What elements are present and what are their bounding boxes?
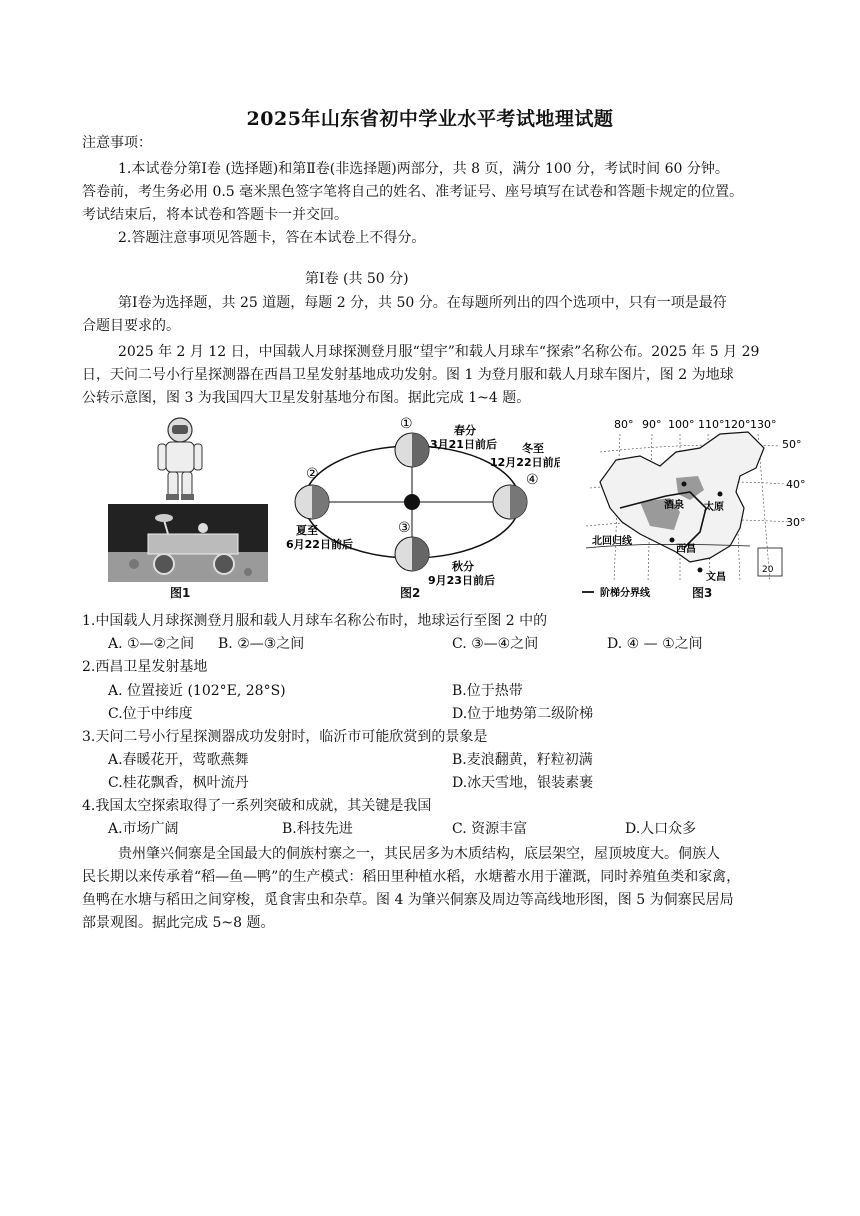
section-heading: 第Ⅰ卷 (共 50 分) — [305, 271, 409, 287]
china-launch-sites-map — [580, 412, 810, 602]
q3-option-b[interactable]: B.麦浪翻黄，籽粒初满 — [452, 752, 593, 768]
section-intro-2: 合题目要求的。 — [82, 318, 180, 334]
figure-3 — [580, 412, 810, 602]
q4-option-c[interactable]: C. 资源丰富 — [452, 821, 528, 837]
q1-option-c[interactable]: C. ③—④之间 — [452, 636, 539, 652]
figure-1 — [108, 412, 268, 602]
label-summer: 夏至 — [296, 524, 318, 537]
label-wenchang: 文昌 — [706, 572, 726, 583]
lat-40: 40° — [786, 478, 806, 491]
q4-option-a[interactable]: A.市场广阔 — [108, 821, 179, 837]
earth-winter — [493, 485, 527, 519]
q4-stem: 4.我国太空探索取得了一系列突破和成就，其关键是我国 — [82, 798, 432, 814]
lon-100: 100° — [668, 418, 695, 431]
q3-stem: 3.天问二号小行星探测器成功发射时，临沂市可能欣赏到的景象是 — [82, 729, 488, 745]
label-autumn: 秋分 — [452, 560, 474, 573]
figure-2 — [282, 412, 560, 602]
q1-option-a[interactable]: A. ①—②之间 — [108, 636, 195, 652]
q3-option-d[interactable]: D.冰天雪地，银装素裹 — [452, 775, 594, 791]
label-winter: 冬至 — [522, 442, 544, 455]
figure-3-caption: 图3 — [692, 586, 713, 600]
label-tropic: 北回归线 — [592, 536, 632, 547]
figure-2-caption: 图2 — [400, 586, 421, 600]
passage1-line-1: 2025 年 2 月 12 日，中国载人月球探测登月服“望宇”和载人月球车“探索”名称公布。2025 年 5 月 29 — [118, 344, 760, 360]
figure-1-caption: 图1 — [170, 586, 191, 600]
passage1-line-2: 日，天问二号小行星探测器在西昌卫星发射基地成功发射。图 1 为登月服和载人月球车图片，图 2 为地球 — [82, 367, 734, 383]
q2-option-d[interactable]: D.位于地势第二级阶梯 — [452, 706, 594, 722]
q4-option-b[interactable]: B.科技先进 — [282, 821, 353, 837]
label-spring-date: 3月21日前后 — [430, 438, 497, 451]
astronaut-illustration — [158, 418, 202, 500]
q1-option-d[interactable]: D. ④ — ①之间 — [607, 636, 703, 652]
passage2-line-4: 部景观图。据此完成 5~8 题。 — [82, 915, 275, 931]
passage2-line-1: 贵州肇兴侗寨是全国最大的侗族村寨之一，其民居多为木质结构，底层架空，屋顶坡度大。侗族人 — [118, 846, 720, 862]
q3-option-a[interactable]: A.春暖花开，莺歌燕舞 — [108, 752, 249, 768]
sun-icon — [404, 494, 420, 510]
q2-stem: 2.西昌卫星发射基地 — [82, 659, 208, 675]
earth-orbit-diagram — [282, 412, 560, 602]
label-spring: 春分 — [454, 424, 476, 437]
label-scale: 20 — [762, 565, 774, 575]
label-winter-date: 12月22日前后 — [490, 456, 560, 469]
lon-110: 110° — [698, 418, 725, 431]
notes-line-3: 考试结束后，将本试卷和答题卡一并交回。 — [82, 207, 348, 223]
lunar-rover-photo — [108, 504, 268, 582]
q3-option-c[interactable]: C.桂花飘香，枫叶流丹 — [108, 775, 249, 791]
earth-spring — [395, 433, 429, 467]
label-n3: ③ — [398, 520, 411, 536]
figure-1-image — [108, 412, 268, 602]
q2-option-c[interactable]: C.位于中纬度 — [108, 706, 193, 722]
passage1-line-3: 公转示意图，图 3 为我国四大卫星发射基地分布图。据此完成 1~4 题。 — [82, 390, 531, 406]
label-n4: ④ — [526, 472, 539, 488]
label-taiyuan: 太原 — [704, 502, 724, 513]
label-autumn-date: 9月23日前后 — [428, 574, 495, 587]
lon-80: 80° — [614, 418, 634, 431]
earth-autumn — [395, 537, 429, 571]
label-n1: ① — [400, 416, 413, 432]
label-xichang: 西昌 — [676, 544, 696, 555]
lat-50: 50° — [782, 438, 802, 451]
notes-line-1: 1.本试卷分第Ⅰ卷 (选择题)和第Ⅱ卷(非选择题)两部分，共 8 页，满分 100 分，考试时间 60 分钟。 — [118, 161, 729, 177]
label-jiuquan: 酒泉 — [664, 500, 684, 511]
lon-90: 90° — [642, 418, 662, 431]
q4-option-d[interactable]: D.人口众多 — [625, 821, 697, 837]
exam-title: 2025年山东省初中学业水平考试地理试题 — [246, 108, 614, 130]
legend-step-boundary: 阶梯分界线 — [600, 588, 650, 599]
notes-line-2: 答卷前，考生务必用 0.5 毫米黑色签字笔将自己的姓名、准考证号、座号填写在试卷和答题卡规定的位置。 — [82, 184, 744, 200]
notes-heading: 注意事项： — [82, 135, 152, 151]
section-intro-1: 第Ⅰ卷为选择题，共 25 道题，每题 2 分，共 50 分。在每题所列出的四个选项中，只有一项是最符 — [118, 295, 727, 311]
label-n2: ② — [306, 466, 319, 482]
q1-stem: 1.中国载人月球探测登月服和载人月球车名称公布时，地球运行至图 2 中的 — [82, 613, 548, 629]
passage2-line-3: 鱼鸭在水塘与稻田之间穿梭，觅食害虫和杂草。图 4 为肇兴侗寨及周边等高线地形图，图 5 为侗寨民居局 — [82, 892, 734, 908]
passage2-line-2: 民长期以来传承着“稻—鱼—鸭”的生产模式：稻田里种植水稻，水塘蓄水用于灌溉，同时养殖鱼类和家禽， — [82, 869, 741, 885]
lat-30: 30° — [786, 516, 806, 529]
lon-130: 130° — [750, 418, 777, 431]
q2-option-b[interactable]: B.位于热带 — [452, 683, 523, 699]
lon-120: 120° — [724, 418, 751, 431]
earth-summer — [295, 485, 329, 519]
label-summer-date: 6月22日前后 — [286, 538, 353, 551]
q1-option-b[interactable]: B. ②—③之间 — [218, 636, 305, 652]
q2-option-a[interactable]: A. 位置接近 (102°E, 28°S) — [108, 683, 286, 699]
notes-line-4: 2.答题注意事项见答题卡，答在本试卷上不得分。 — [118, 230, 426, 246]
